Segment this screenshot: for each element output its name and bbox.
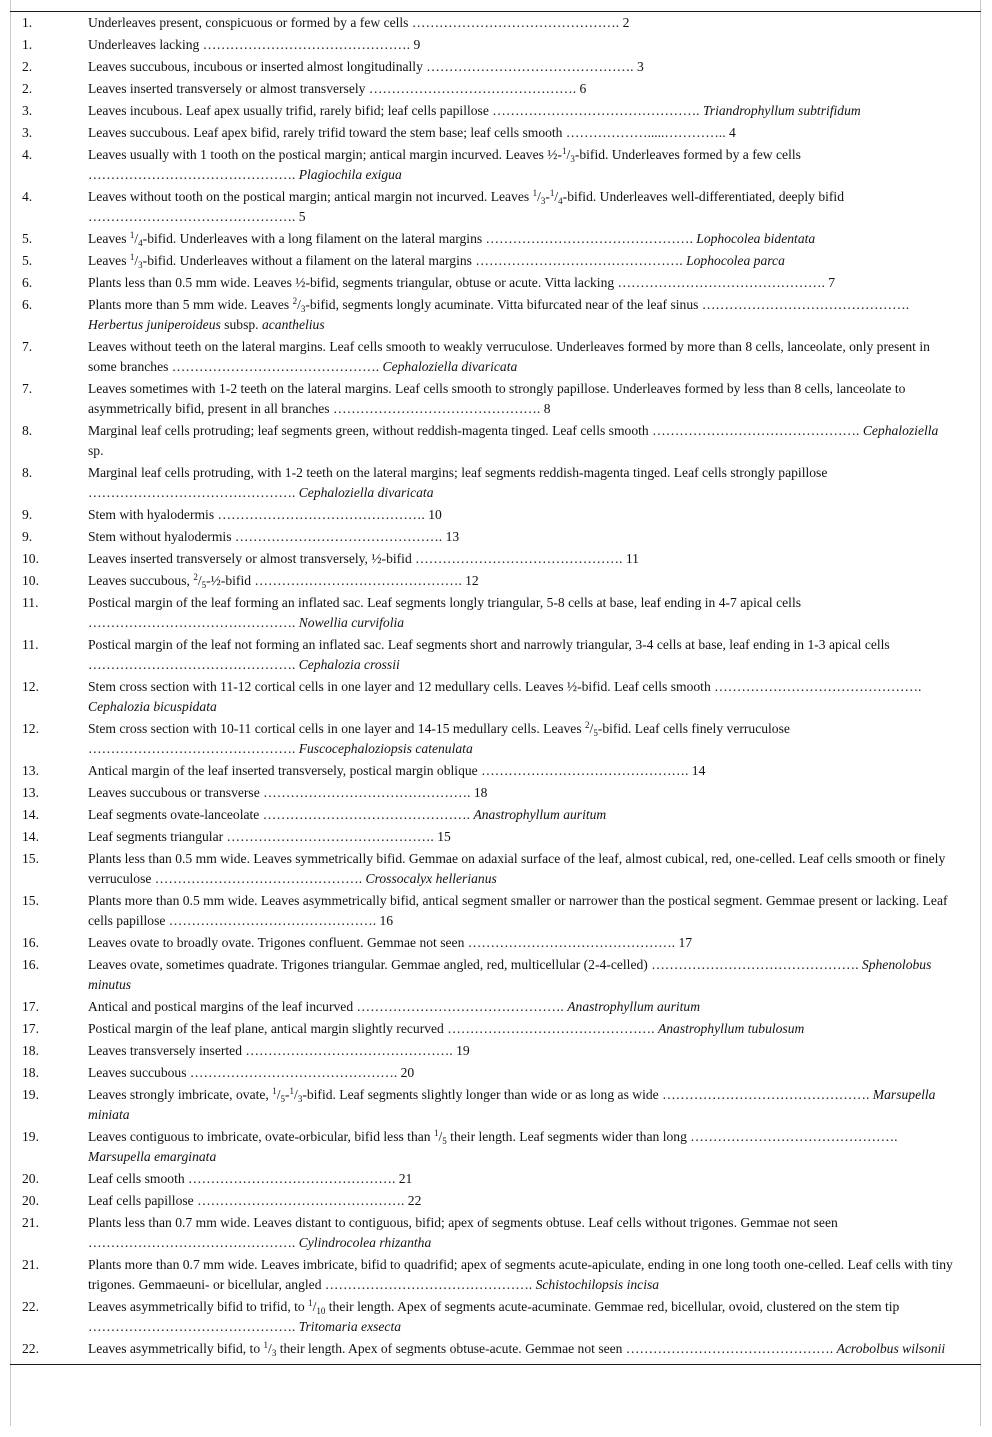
couplet-number: 16. [22,935,39,950]
couplet-text-run: their length. Apex of segments acute-acuminate. Gemmae red, bicellular, ovoid, clustered on the stem tip ………………………………………. [88,1299,900,1334]
couplet-text-run: / [297,297,301,312]
couplet-number: 2. [22,59,33,74]
couplet-text [88,549,981,571]
couplet-number: 11. [22,637,39,652]
couplet-text-run: / [268,1341,272,1356]
fraction-denominator: 5 [593,728,598,738]
taxon-name: Anastrophyllum tubulosum [657,1021,805,1036]
fraction-denominator: 3 [540,196,546,206]
couplet-text [88,1041,981,1063]
couplet-text [88,505,981,527]
fraction-denominator: 4 [558,196,563,206]
couplet-number: 11. [22,595,39,610]
couplet-number: 8. [22,465,33,480]
taxon-name: Tritomaria exsecta [298,1319,402,1334]
couplet-text-run: their length. Leaf segments wider than long ………………………………………. [446,1129,898,1144]
taxon-name: Marsupella emarginata [88,1149,217,1164]
couplet-text [88,12,981,36]
couplet-text-run: Plants more than 0.5 mm wide. Leaves asymmetrically bifid, antical segment smaller or narrower than the postical segment. Gemmae present or lacking. Leaf cells papillose ………………………………………. 16 [88,893,948,928]
couplet-text [88,57,981,79]
key-row [10,1063,981,1085]
couplet-number: 21. [22,1257,39,1272]
key-row [10,463,981,505]
fraction-numerator: 2 [193,572,198,582]
taxon-name: Fuscocephaloziopsis catenulata [298,741,473,756]
key-row [10,379,981,421]
key-row [10,933,981,955]
couplet-text [88,337,981,379]
couplet-text-run: Plants more than 5 mm wide. Leaves [88,297,293,312]
key-row [10,593,981,635]
fraction-numerator: 2 [292,296,298,306]
couplet-text-run: Leaves without tooth on the postical margin; antical margin not incurved. Leaves [88,189,533,204]
couplet-text-run: Postical margin of the leaf plane, antical margin slightly recurved ………………………………………. [88,1021,658,1036]
couplet-text-run: - [545,189,550,204]
couplet-number: 14. [22,807,39,822]
couplet-number: 2. [22,81,33,96]
couplet-number: 6. [22,297,33,312]
key-row [10,145,981,187]
couplet-text-run: Leaves transversely inserted ………………………………………. 19 [88,1043,470,1058]
couplet-text [88,827,981,849]
couplet-number: 20. [22,1171,39,1186]
key-row [10,421,981,463]
fraction-numerator: 1 [289,1086,295,1096]
fraction-denominator: 5 [280,1094,285,1104]
couplet-number: 20. [22,1193,39,1208]
fraction-numerator: 2 [585,720,590,730]
couplet-text-run: Marginal leaf cells protruding; leaf segments green, without reddish-magenta tinged. Leaf cells smooth ………………………………………. [88,423,863,438]
couplet-text [88,1127,981,1169]
couplet-number: 1. [22,15,33,30]
couplet-text-run: Underleaves lacking ………………………………………. 9 [88,37,421,52]
fraction-numerator: 1 [562,146,567,156]
identification-key-table [10,11,981,1365]
couplet-text-run: Plants less than 0.5 mm wide. Leaves ½-bifid, segments triangular, obtuse or acute. Vitta lacking ………………………………………. 7 [88,275,836,290]
couplet-text [88,527,981,549]
taxon-name: Cephaloziella [862,423,939,438]
taxon-name: Plagiochila exigua [298,167,402,182]
couplet-text [88,677,981,719]
taxon-name: Cephaloziella divaricata [382,359,518,374]
couplet-text-run: -bifid. Underleaves with a long filament on the lateral margins ………………………………………. [142,231,697,246]
taxon-name: Crossocalyx hellerianus [365,871,497,886]
couplet-text [88,295,981,337]
couplet-number: 19. [22,1087,39,1102]
couplet-text [88,805,981,827]
couplet-text-run: Plants more than 0.7 mm wide. Leaves imbricate, bifid to quadrifid; apex of segments acute-apiculate, ending in one long tooth one-celled. Leaf cells with tiny trigones. Gemmaeuni- or bicellular, angled ………………………………………. [88,1257,953,1292]
taxon-name: Cylindrocolea rhizantha [298,1235,432,1250]
couplet-text [88,955,981,997]
couplet-text-run: Leaves ovate to broadly ovate. Trigones confluent. Gemmae not seen ………………………………………. 17 [88,935,693,950]
taxon-name: Cephalozia crossii [298,657,400,672]
key-row [10,783,981,805]
fraction-denominator: 3 [300,304,306,314]
taxon-name: Marsupella miniata [88,1087,936,1122]
couplet-text-run: Leaves contiguous to imbricate, ovate-orbicular, bifid less than [88,1129,434,1144]
fraction-numerator: 1 [308,1298,313,1308]
taxon-name: Schistochilopsis incisa [535,1277,660,1292]
couplet-number: 21. [22,1215,39,1230]
couplet-number: 15. [22,851,39,866]
couplet-text-run: Leaf cells smooth ………………………………………. 21 [88,1171,413,1186]
couplet-text-run: -bifid. Leaf cells finely verruculose ………………………………………. [88,721,790,756]
couplet-number: 22. [22,1299,39,1314]
couplet-number: 12. [22,679,39,694]
taxon-name: Lophocolea bidentata [696,231,816,246]
couplet-text [88,1255,981,1297]
fraction-numerator: 1 [129,252,135,262]
key-row [10,1169,981,1191]
couplet-text-run: Plants less than 0.5 mm wide. Leaves symmetrically bifid. Gemmae on adaxial surface of the leaf, almost cubical, red, one-celled. Leaf cells smooth or finely verruculose ………………………………………. [88,851,946,886]
couplet-text-run: -½-bifid ………………………………………. 12 [206,573,479,588]
key-row [10,849,981,891]
couplet-number: 4. [22,147,33,162]
couplet-text-run: Leaves succubous. Leaf apex bifid, rarely trifid toward the stem base; leaf cells smooth ……………….....………….. 4 [88,125,736,140]
couplet-text-run: / [294,1087,298,1102]
key-row [10,1255,981,1297]
couplet-text [88,229,981,251]
couplet-number: 7. [22,339,33,354]
couplet-text-run: / [554,189,559,204]
couplet-text-run: Stem cross section with 11-12 cortical cells in one layer and 12 medullary cells. Leaves ½-bifid. Leaf cells smooth ………………………………………. [88,679,922,694]
fraction-denominator: 5 [201,580,207,590]
couplet-number: 7. [22,381,33,396]
key-row [10,123,981,145]
couplet-text-run: -bifid. Underleaves without a filament on the lateral margins ………………………………………. [142,253,687,268]
couplet-text [88,891,981,933]
couplet-number: 5. [22,253,33,268]
key-rows [10,12,981,1365]
couplet-text-run: / [537,189,541,204]
couplet-number: 10. [22,573,39,588]
couplet-text-run: Leaf segments ovate-lanceolate ………………………………………. [88,807,474,822]
key-row [10,35,981,57]
couplet-text [88,571,981,593]
couplet-text-run: -bifid. Underleaves formed by a few cells ………………………………………. [88,147,801,182]
couplet-text [88,1169,981,1191]
couplet-number: 4. [22,189,33,204]
key-row [10,57,981,79]
couplet-text-run: Leaves without teeth on the lateral margins. Leaf cells smooth to weakly verruculose. Underleaves formed by more than 8 cells, lanceolate, only present in some branches ………………………………………. [88,339,930,374]
taxon-name: Cephalozia bicuspidata [88,699,217,714]
couplet-text-run: Underleaves present, conspicuous or formed by a few cells ………………………………………. 2 [88,15,630,30]
taxon-name: Nowellia curvifolia [298,615,405,630]
couplet-number: 6. [22,275,33,290]
couplet-text-run: - [285,1087,290,1102]
couplet-number: 1. [22,37,33,52]
couplet-text-run: Leaves sometimes with 1-2 teeth on the lateral margins. Leaf cells smooth to strongly papillose. Underleaves formed by less than 8 cells, lanceolate to asymmetrically bifid, present in all branches ………………………………………. 8 [88,381,906,416]
key-row [10,571,981,593]
key-row [10,273,981,295]
key-row [10,549,981,571]
key-row [10,337,981,379]
key-row [10,251,981,273]
fraction-numerator: 1 [434,1128,439,1138]
fraction-numerator: 1 [272,1086,277,1096]
fraction-numerator: 1 [129,230,135,240]
couplet-number: 19. [22,1129,39,1144]
couplet-text [88,251,981,273]
couplet-text-run: / [276,1087,281,1102]
taxon-name: Triandrophyllum subtrifidum [702,103,861,118]
fraction-denominator: 3 [271,1348,277,1358]
key-row [10,635,981,677]
couplet-text-run: Leaves usually with 1 tooth on the postical margin; antical margin incurved. Leaves ½- [88,147,563,162]
couplet-number: 17. [22,1021,39,1036]
couplet-text-run: Plants less than 0.7 mm wide. Leaves distant to contiguous, bifid; apex of segments obtuse. Leaf cells without trigones. Gemmae not seen ………………………………………. [88,1215,838,1250]
taxon-name: Anastrophyllum auritum [567,999,701,1014]
couplet-text [88,761,981,783]
couplet-text-run: Leaves incubous. Leaf apex usually trifid, rarely bifid; leaf cells papillose ………………………………………. [88,103,703,118]
couplet-text-run: Leaves asymmetrically bifid, to [88,1341,264,1356]
couplet-text-run: / [197,573,202,588]
couplet-text-run: / [312,1299,317,1314]
couplet-number: 14. [22,829,39,844]
couplet-text-run: Antical margin of the leaf inserted transversely, postical margin oblique ………………………………………. 14 [88,763,706,778]
fraction-numerator: 1 [263,1340,269,1350]
key-row [10,1339,981,1365]
key-row [10,677,981,719]
taxon-name: Cephaloziella divaricata [298,485,434,500]
couplet-text-run: Marginal leaf cells protruding, with 1-2 teeth on the lateral margins; leaf segments reddish-magenta tinged. Leaf cells strongly papillose ………………………………………. [88,465,828,500]
couplet-text [88,463,981,505]
couplet-text-run: Leaves succubous or transverse ………………………………………. 18 [88,785,488,800]
couplet-text-run: Leaves succubous ………………………………………. 20 [88,1065,415,1080]
key-row [10,1041,981,1063]
couplet-number: 9. [22,529,33,544]
couplet-number: 15. [22,893,39,908]
couplet-text [88,933,981,955]
couplet-number: 3. [22,103,33,118]
couplet-text-run: -bifid. Leaf segments slightly longer than wide or as long as wide ………………………………………. [302,1087,873,1102]
key-row [10,101,981,123]
couplet-number: 12. [22,721,39,736]
key-row [10,527,981,549]
key-row [10,719,981,761]
couplet-text-run: Leaf segments triangular ………………………………………. 15 [88,829,451,844]
couplet-text-run: Stem without hyalodermis ………………………………………. 13 [88,529,460,544]
key-row [10,505,981,527]
couplet-text-run: Postical margin of the leaf not forming an inflated sac. Leaf segments short and narrowly triangular, 3-4 cells at base, leaf ending in 1-3 apical cells ………………………………………. [88,637,890,672]
key-row [10,1127,981,1169]
couplet-text [88,849,981,891]
key-row [10,1297,981,1339]
couplet-number: 13. [22,763,39,778]
couplet-text-run: Leaves [88,231,130,246]
key-row [10,1019,981,1041]
couplet-text [88,1085,981,1127]
couplet-text-run: / [566,147,571,162]
key-row [10,1085,981,1127]
couplet-text-run: Leaves asymmetrically bifid to trifid, to [88,1299,309,1314]
taxon-name: Herbertus juniperoideus [88,317,221,332]
couplet-text-run: Leaves ovate, sometimes quadrate. Trigones triangular. Gemmae angled, red, multicellular (2-4-celled) ………………………………………. [88,957,862,972]
fraction-denominator: 10 [316,1306,326,1316]
couplet-number: 3. [22,125,33,140]
taxon-name: acanthelius [261,317,325,332]
couplet-text-run: Stem cross section with 10-11 cortical cells in one layer and 14-15 medullary cells. Leaves [88,721,586,736]
couplet-text-run: Leaves [88,253,130,268]
taxon-name: Acrobolbus wilsonii [836,1341,946,1356]
key-row [10,805,981,827]
fraction-denominator: 5 [442,1136,447,1146]
taxon-name: Anastrophyllum auritum [473,807,607,822]
couplet-number: 18. [22,1043,39,1058]
couplet-number: 18. [22,1065,39,1080]
key-row [10,761,981,783]
couplet-number: 8. [22,423,33,438]
couplet-number: 10. [22,551,39,566]
couplet-text-run: -bifid. Underleaves well-differentiated, deeply bifid ………………………………………. 5 [88,189,845,224]
couplet-text-run: / [589,721,594,736]
couplet-text [88,593,981,635]
couplet-text [88,145,981,187]
couplet-text [88,1063,981,1085]
couplet-text [88,187,981,229]
couplet-text [88,35,981,57]
fraction-denominator: 3 [570,154,575,164]
couplet-text [88,1213,981,1255]
couplet-text-run: / [134,253,139,268]
fraction-denominator: 4 [138,238,143,248]
couplet-text [88,719,981,761]
couplet-number: 16. [22,957,39,972]
couplet-text [88,997,981,1019]
taxon-name: Sphenolobus minutus [88,957,932,992]
couplet-number: 9. [22,507,33,522]
couplet-text-run: -bifid, segments longly acuminate. Vitta bifurcated near of the leaf sinus ………………………………………. [305,297,910,312]
couplet-text [88,79,981,101]
key-row [10,295,981,337]
key-row [10,891,981,933]
couplet-text [88,1019,981,1041]
couplet-number: 17. [22,999,39,1014]
couplet-text [88,1297,981,1339]
couplet-text [88,379,981,421]
couplet-text-run: / [134,231,139,246]
key-row [10,12,981,36]
key-row [10,79,981,101]
couplet-text [88,101,981,123]
key-row [10,229,981,251]
couplet-text-run: subsp. [220,317,262,332]
couplet-text [88,123,981,145]
couplet-text [88,1339,981,1365]
key-row [10,955,981,997]
couplet-text-run: their length. Apex of segments obtuse-acute. Gemmae not seen ………………………………………. [276,1341,837,1356]
couplet-text-run: / [438,1129,443,1144]
key-row [10,827,981,849]
fraction-denominator: 3 [138,260,143,270]
couplet-text-run: Stem with hyalodermis ………………………………………. 10 [88,507,442,522]
couplet-text-run: Postical margin of the leaf forming an inflated sac. Leaf segments longly triangular, 5-8 cells at base, leaf ending in 4-7 apical cells ………………………………………. [88,595,802,630]
couplet-text-run: Leaves inserted transversely or almost transversely, ½-bifid ………………………………………. 11 [88,551,639,566]
key-row [10,1213,981,1255]
couplet-text [88,783,981,805]
couplet-text [88,1191,981,1213]
couplet-text [88,421,981,463]
taxon-name: Lophocolea parca [686,253,785,268]
fraction-denominator: 3 [297,1094,303,1104]
couplet-text [88,273,981,295]
couplet-text [88,635,981,677]
couplet-number: 22. [22,1341,39,1356]
couplet-text-run: Leaf cells papillose ………………………………………. 22 [88,1193,422,1208]
key-row [10,997,981,1019]
couplet-number: 5. [22,231,33,246]
couplet-text-run: sp. [88,443,104,458]
couplet-text-run: Leaves inserted transversely or almost transversely ………………………………………. 6 [88,81,587,96]
fraction-numerator: 1 [532,188,538,198]
couplet-text-run: Leaves succubous, [88,573,194,588]
fraction-numerator: 1 [549,188,555,198]
key-row [10,1191,981,1213]
couplet-text-run: Leaves strongly imbricate, ovate, [88,1087,273,1102]
key-row [10,187,981,229]
couplet-text-run: Antical and postical margins of the leaf incurved ………………………………………. [88,999,568,1014]
couplet-text-run: Leaves succubous, incubous or inserted almost longitudinally ………………………………………. 3 [88,59,644,74]
couplet-number: 13. [22,785,39,800]
